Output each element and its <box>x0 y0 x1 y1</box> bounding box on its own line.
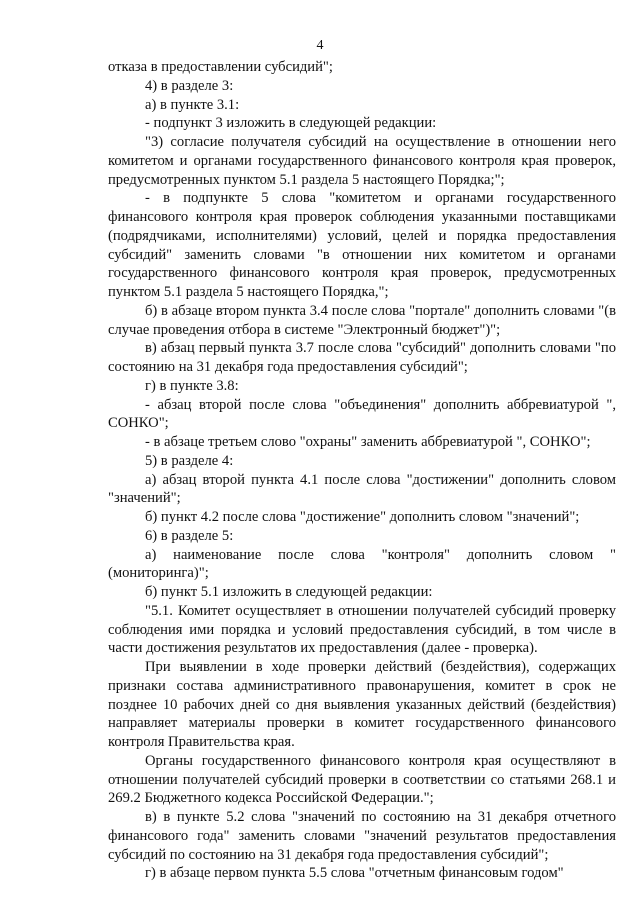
paragraph: в) абзац первый пункта 3.7 после слова "субсидий" дополнить словами "по состоянию на 31 декабря года предоставления субсидий"; <box>108 340 616 375</box>
document-body <box>108 58 616 883</box>
paragraph: отказа в предоставлении субсидий"; <box>108 59 333 75</box>
paragraph: - в абзаце третьем слово "охраны" заменить аббревиатурой ", СОНКО"; <box>145 434 591 450</box>
paragraph: - в подпункте 5 слова "комитетом и органами государственного финансового контроля края проверок соблюдения указанными поставщиками (подрядчиками, исполнителями) условий, целей и порядка предоставления субсидий" заменить словами "в отношении них комитетом и органами государственного финансового контроля края проверок, предусмотренных пунктом 5.1 раздела 5 настоящего Порядка,"; <box>108 190 616 300</box>
paragraph: б) пункт 4.2 после слова "достижение" дополнить словом "значений"; <box>145 509 580 525</box>
paragraph: в) в пункте 5.2 слова "значений по состоянию на 31 декабря отчетного финансового года" заменить словами "значений результатов предоставления субсидий по состоянию на 31 декабря года предоставления субсидий"; <box>108 809 616 863</box>
paragraph: г) в абзаце первом пункта 5.5 слова "отчетным финансовым годом" <box>145 865 564 882</box>
paragraph: Органы государственного финансового контроля края осуществляют в отношении получателей субсидий проверки в соответствии со статьями 268.1 и 269.2 Бюджетного кодекса Российской Федерации."; <box>108 752 616 807</box>
paragraph: "5.1. Комитет осуществляет в отношении получателей субсидий проверку соблюдения ими порядка и условий предоставления субсидий, в том числе в части достижения результатов их предоставления (далее - проверка). <box>108 602 616 657</box>
paragraph: - абзац второй после слова "объединения" дополнить аббревиатурой ", СОНКО"; <box>108 396 616 432</box>
paragraph: 4) в разделе 3: <box>145 77 234 94</box>
paragraph: "3) согласие получателя субсидий на осуществление в отношении него комитетом и органами государственного финансового контроля края проверок, предусмотренных пунктом 5.1 раздела 5 настоящего Порядка;"; <box>108 134 616 188</box>
paragraph: а) наименование после слова "контроля" дополнить словом "(мониторинга)"; <box>108 546 616 582</box>
paragraph: а) в пункте 3.1: <box>145 96 240 113</box>
paragraph: б) в абзаце втором пункта 3.4 после слова "портале" дополнить словами "(в случае проведения отбора в системе "Электронный бюджет")"; <box>108 302 616 338</box>
paragraph: б) пункт 5.1 изложить в следующей редакции: <box>145 584 433 600</box>
paragraph: 5) в разделе 4: <box>145 452 234 469</box>
paragraph: - подпункт 3 изложить в следующей редакции: <box>145 115 437 132</box>
page-number: 4 <box>316 38 324 53</box>
paragraph: г) в пункте 3.8: <box>145 377 239 394</box>
paragraph: При выявлении в ходе проверки действий (бездействия), содержащих признаки состава административного правонарушения, комитет в срок не позднее 10 рабочих дней со дня выявления указанных действий (бездействия) направляет материалы проверки в комитет государственного финансового контроля Правительства края. <box>108 659 616 750</box>
paragraph: а) абзац второй пункта 4.1 после слова "достижении" дополнить словом "значений"; <box>108 471 616 507</box>
paragraph: 6) в разделе 5: <box>145 527 234 544</box>
